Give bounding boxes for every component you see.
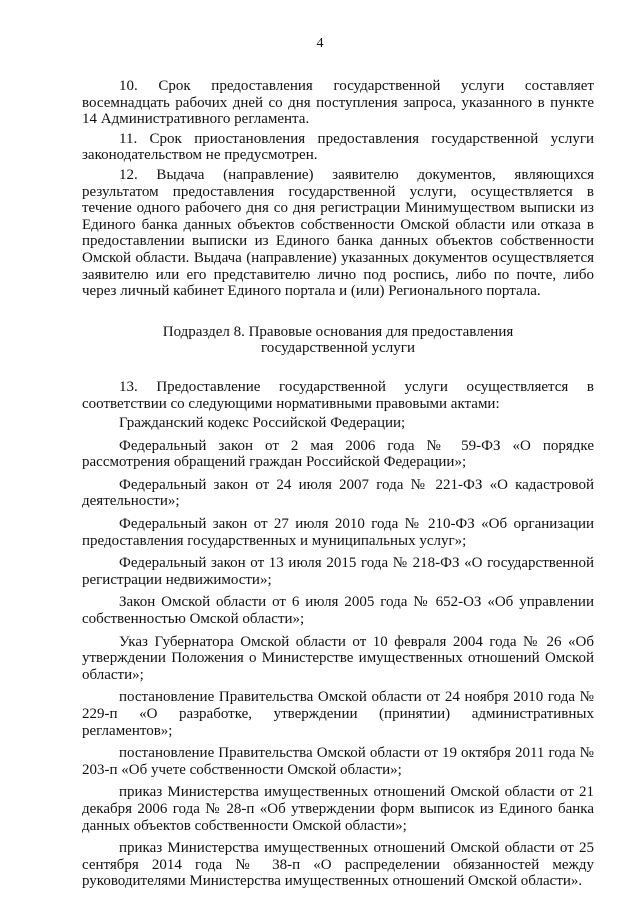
legal-act-item: постановление Правительства Омской области от 19 октября 2011 года № 203-п «Об учете собственности Омской области»; [82,745,594,778]
subsection-heading-line-2: государственной услуги [261,340,415,357]
paragraph-10: 10. Срок предоставления государственной услуги составляет восемнадцать рабочих дней со дня поступления запроса, указанного в пункте 14 Административного регламента. [82,78,594,128]
document-body [82,78,594,896]
paragraph-13: 13. Предоставление государственной услуги осуществляется в соответствии со следующими нормативными правовыми актами: [82,378,594,412]
legal-act-item: приказ Министерства имущественных отношений Омской области от 21 декабря 2006 года № 28-п «Об утверждении форм выписок из Единого банка данных объектов собственности Омской области»; [82,784,594,834]
page-number: 4 [316,36,324,51]
subsection-heading-line-1: Подраздел 8. Правовые основания для предоставления [162,323,514,340]
subsection-heading [82,324,594,357]
legal-act-item: Закон Омской области от 6 июля 2005 года № 652-ОЗ «Об управлении собственностью Омской области»; [82,594,594,628]
legal-act-item: приказ Министерства имущественных отношений Омской области от 25 сентября 2014 года № 38-п «О распределении обязанностей между руководителями Министерства имущественных отношений Омской области». [82,840,594,890]
paragraph-11: 11. Срок приостановления предоставления государственной услуги законодательством не предусмотрен. [82,130,594,164]
legal-act-item: Гражданский кодекс Российской Федерации; [119,415,406,432]
legal-act-item: Федеральный закон от 2 мая 2006 года № 59-ФЗ «О порядке рассмотрения обращений граждан Российской Федерации»; [82,437,594,471]
paragraph-12: 12. Выдача (направление) заявителю документов, являющихся результатом предоставления государственной услуги, осуществляется в течение одного рабочего дня со дня регистрации Минимуществом выписки из Единого банка данных объектов собственности Омской области или отказа в предоставлении выписки из Единого банка данных объектов собственности Омской области. Выдача (направление) указанных документов осуществляется заявителю или его представителю лично под роспись, либо по почте, либо через личный кабинет Единого портала и (или) Регионального портала. [82,166,594,300]
legal-act-item: постановление Правительства Омской области от 24 ноября 2010 года № 229-п «О разработке, утверждении (принятии) административных регламентов»; [82,689,594,739]
legal-act-item: Федеральный закон от 13 июля 2015 года № 218-ФЗ «О государственной регистрации недвижимости»; [82,555,594,588]
legal-act-item: Федеральный закон от 24 июля 2007 года № 221-ФЗ «О кадастровой деятельности»; [82,476,594,510]
legal-act-item: Указ Губернатора Омской области от 10 февраля 2004 года № 26 «Об утверждении Положения о Министерстве имущественных отношений Омской области»; [82,633,594,683]
legal-act-item: Федеральный закон от 27 июля 2010 года № 210-ФЗ «Об организации предоставления государственных и муниципальных услуг»; [82,516,594,549]
